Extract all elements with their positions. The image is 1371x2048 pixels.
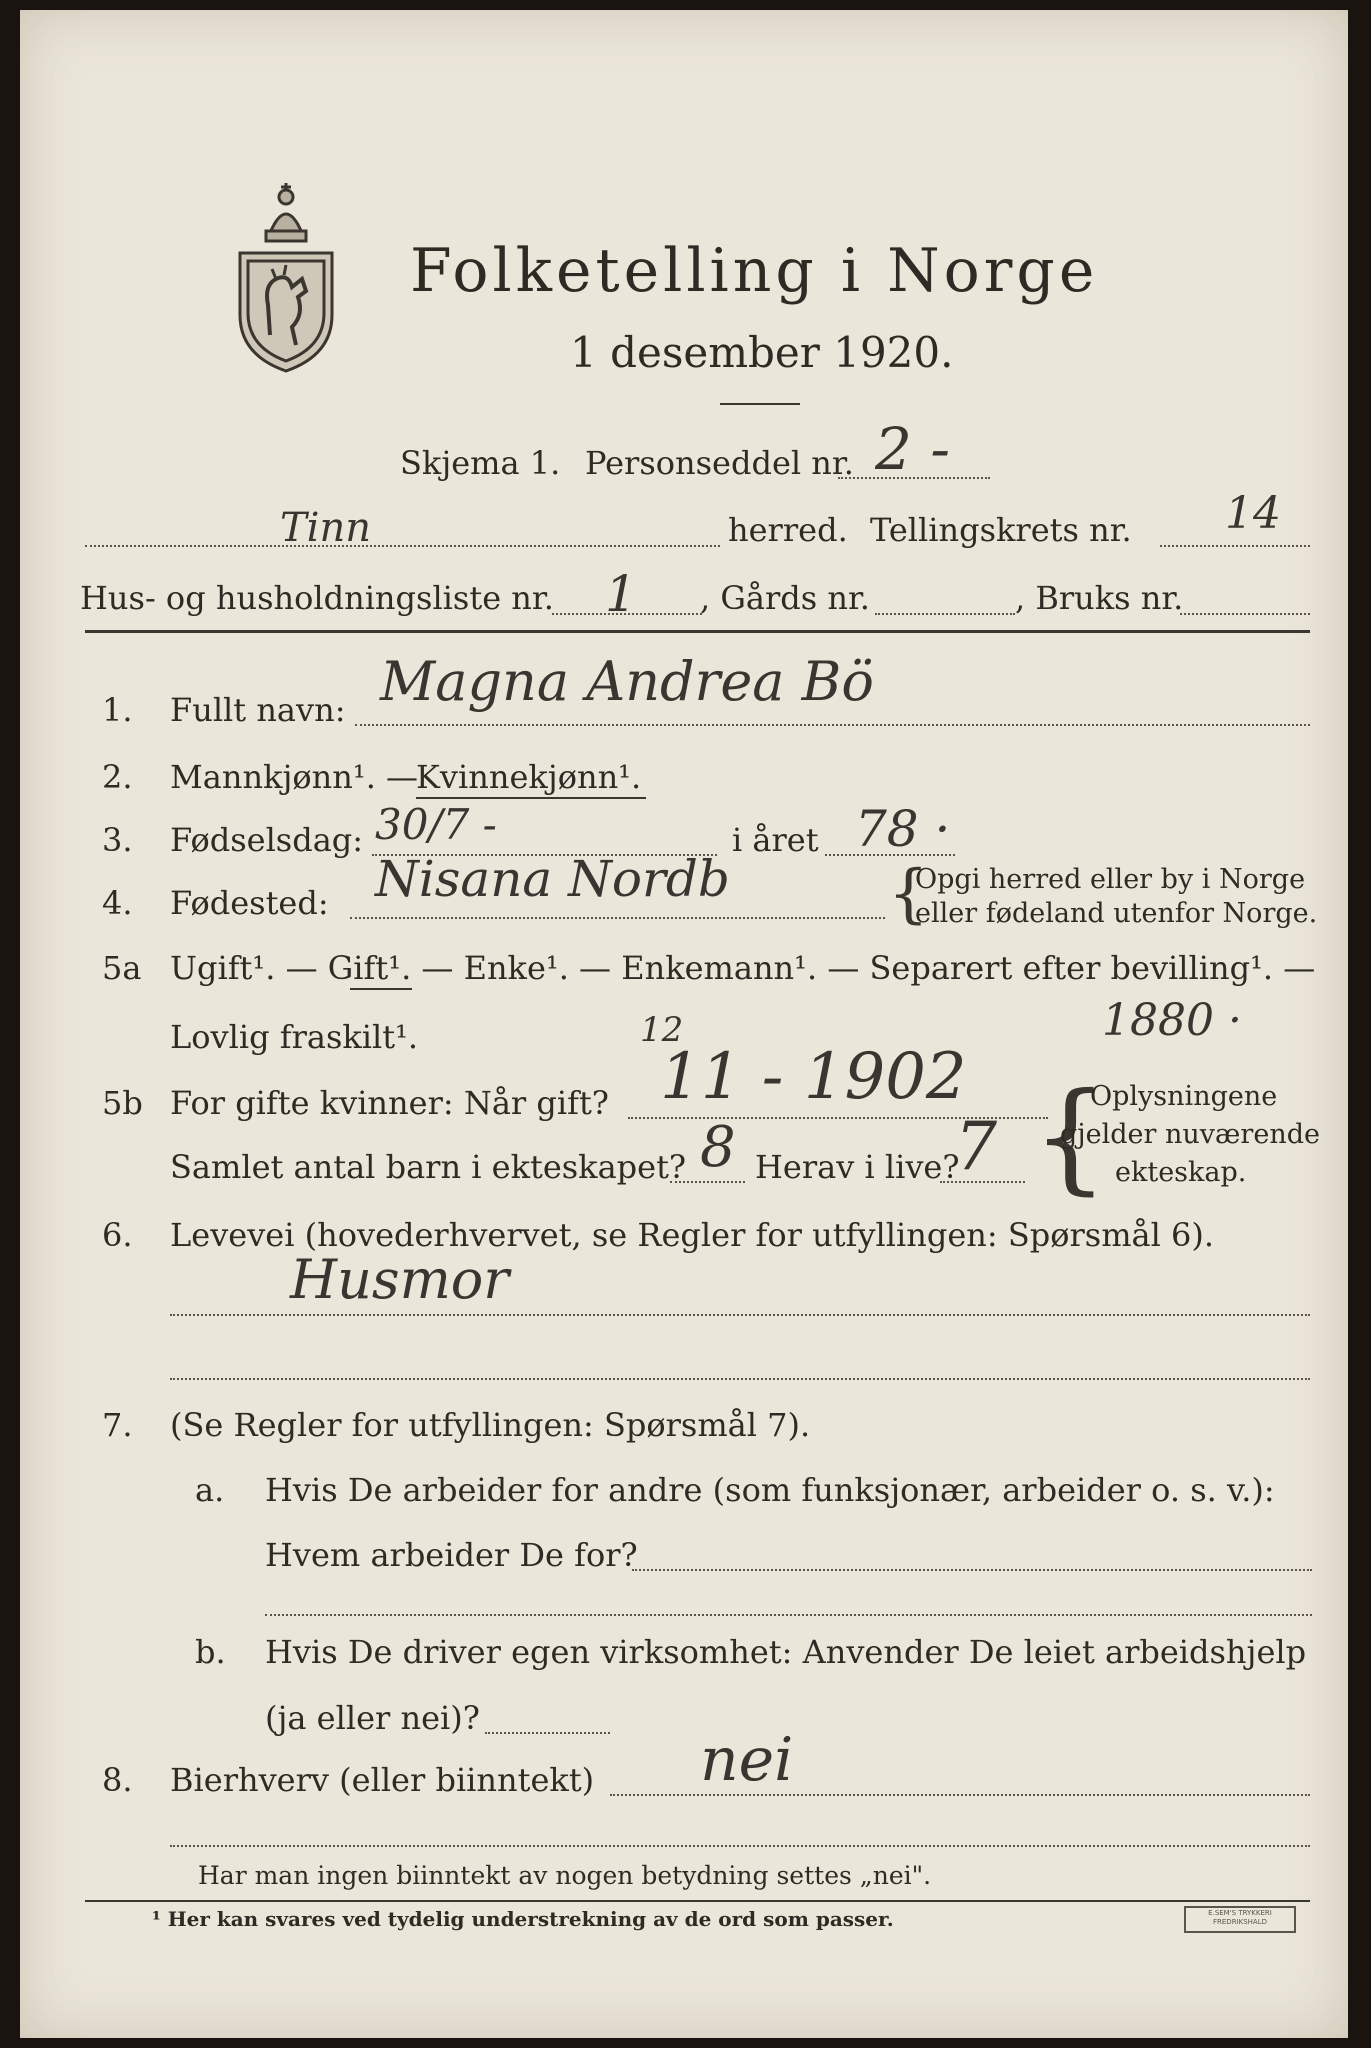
q7-number: 7. <box>102 1406 133 1444</box>
header-rule <box>85 630 1310 633</box>
personseddel-label: Personseddel nr. <box>585 444 854 482</box>
married-date-value: 11 - 1902 <box>660 1040 967 1114</box>
q3-number: 3. <box>102 821 133 859</box>
side-income-label: Bierhverv (eller biinntekt) <box>170 1761 595 1799</box>
occupation-value: Husmor <box>290 1248 510 1311</box>
marital-status-options[interactable]: Ugift¹. — Gift¹. — Enke¹. — Enkemann¹. — Separert efter bevilling¹. — <box>170 949 1316 987</box>
married-underline <box>350 988 412 990</box>
schema-label: Skjema 1. <box>400 444 561 482</box>
married-date-top: 12 <box>640 1010 684 1050</box>
tellingskrets-field[interactable] <box>1160 545 1310 547</box>
children-label: Samlet antal barn i ekteskapet? <box>170 1148 687 1186</box>
employer-field-1[interactable] <box>632 1569 1312 1571</box>
male-option[interactable]: Mannkjønn¹. — <box>170 758 419 796</box>
alive-value: 7 <box>955 1108 997 1185</box>
occupation-label: Levevei (hovederhvervet, se Regler for utfyllingen: Spørsmål 6). <box>170 1216 1215 1254</box>
birthdate-value: 30/7 - <box>375 800 497 849</box>
q4-number: 4. <box>102 884 133 922</box>
birthplace-field[interactable] <box>350 917 885 919</box>
female-underline <box>416 797 646 799</box>
census-form-page <box>20 10 1348 2038</box>
marriage-note-3: ekteskap. <box>1115 1157 1247 1188</box>
hus-label: Hus- og husholdningsliste nr. <box>80 579 554 617</box>
marriage-note-1: Oplysningene <box>1090 1081 1278 1112</box>
q3-label: Fødselsdag: <box>170 821 364 859</box>
marriage-brace: { <box>1032 1068 1109 1207</box>
q7a-letter: a. <box>195 1471 225 1509</box>
full-name-field[interactable] <box>355 724 1310 726</box>
full-name-value: Magna Andrea Bö <box>380 650 874 713</box>
tellingskrets-value: 14 <box>1225 488 1281 539</box>
herred-field[interactable] <box>85 545 720 547</box>
norwegian-coat-of-arms-icon <box>230 175 342 375</box>
occupation-field-2[interactable] <box>170 1378 1310 1380</box>
form-title: Folketelling i Norge <box>410 236 1099 306</box>
q7b-line1: Hvis De driver egen virksomhet: Anvender De leiet arbeidshjelp <box>265 1633 1307 1671</box>
bruks-label: , Bruks nr. <box>1015 579 1184 617</box>
q7b-letter: b. <box>195 1633 226 1671</box>
printer-stamp: E.SEM'S TRYKKERI FREDRIKSHALD <box>1184 1906 1296 1933</box>
q8-number: 8. <box>102 1761 133 1799</box>
birth-year-value: 78 · <box>855 800 951 858</box>
census-date: 1 desember 1920. <box>570 328 954 377</box>
hus-value: 1 <box>605 565 637 623</box>
children-value: 8 <box>700 1115 736 1180</box>
q2-number: 2. <box>102 758 133 796</box>
birthplace-value: Nisana Nordb <box>375 850 730 908</box>
personseddel-value: 2 - <box>875 415 950 483</box>
footer-note: Har man ingen biinntekt av nogen betydning settes „nei". <box>198 1861 932 1890</box>
married-when-label: For gifte kvinner: Når gift? <box>170 1084 609 1122</box>
occupation-field-1[interactable] <box>170 1314 1310 1316</box>
divorced-option[interactable]: Lovlig fraskilt¹. <box>170 1018 419 1056</box>
q5b-number: 5b <box>102 1084 143 1122</box>
q7a-line2: Hvem arbeider De for? <box>265 1536 638 1574</box>
hired-help-field[interactable] <box>485 1732 610 1734</box>
gards-label: , Gårds nr. <box>700 579 870 617</box>
footnote: ¹ Her kan svares ved tydelig understrekning av de ord som passer. <box>152 1907 894 1931</box>
gards-field[interactable] <box>875 613 1015 615</box>
employer-field-2[interactable] <box>265 1614 1312 1616</box>
q4-label: Fødested: <box>170 884 329 922</box>
q7-label: (Se Regler for utfyllingen: Spørsmål 7). <box>170 1406 811 1444</box>
year-label: i året <box>732 821 819 859</box>
q5a-number: 5a <box>102 949 142 987</box>
q7a-line1: Hvis De arbeider for andre (som funksjonær, arbeider o. s. v.): <box>265 1471 1275 1509</box>
side-income-value: nei <box>700 1725 794 1795</box>
birthplace-note-1: Opgi herred eller by i Norge <box>915 864 1306 895</box>
children-field[interactable] <box>670 1181 745 1183</box>
marriage-note-2: gjelder nuværende <box>1060 1119 1320 1150</box>
female-option[interactable]: Kvinnekjønn¹. <box>416 758 642 796</box>
q1-number: 1. <box>102 691 133 729</box>
footer-rule <box>85 1900 1310 1902</box>
birthplace-brace: { <box>888 857 929 931</box>
herred-label: herred. <box>728 511 848 549</box>
title-divider <box>720 403 800 405</box>
q7b-line2: (ja eller nei)? <box>265 1699 480 1737</box>
herred-value: Tinn <box>280 505 371 551</box>
side-income-field-2[interactable] <box>170 1845 1310 1847</box>
q6-number: 6. <box>102 1216 133 1254</box>
tellingskrets-label: Tellingskrets nr. <box>870 511 1132 549</box>
q1-label: Fullt navn: <box>170 691 346 729</box>
birthplace-note-2: eller fødeland utenfor Norge. <box>915 898 1318 929</box>
extra-year-value: 1880 · <box>1102 995 1242 1046</box>
bruks-field[interactable] <box>1180 613 1310 615</box>
alive-label: Herav i live? <box>755 1148 960 1186</box>
